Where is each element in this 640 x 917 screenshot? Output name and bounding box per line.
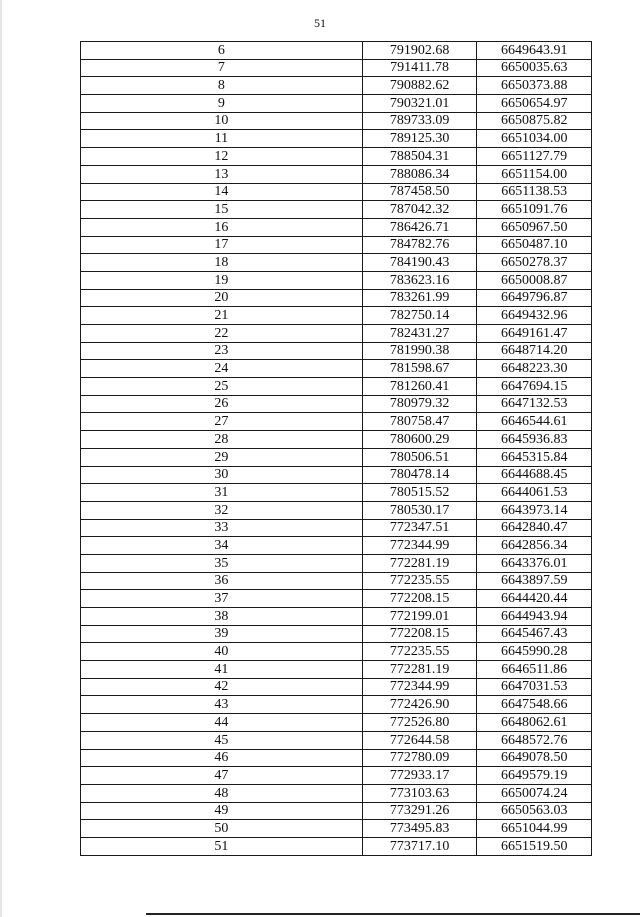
coordinates-table-body <box>81 42 592 856</box>
x-coordinate-cell: 791902.68 <box>362 42 477 60</box>
table-row <box>81 448 592 466</box>
x-coordinate-cell: 781598.67 <box>362 360 477 378</box>
table-row <box>81 289 592 307</box>
x-coordinate-cell: 780530.17 <box>362 501 477 519</box>
table-row <box>81 643 592 661</box>
table-row <box>81 431 592 449</box>
y-coordinate-cell: 6648062.61 <box>477 714 592 732</box>
point-number-cell: 36 <box>81 572 363 590</box>
y-coordinate-cell: 6649579.19 <box>477 767 592 785</box>
table-row <box>81 802 592 820</box>
point-number-cell: 31 <box>81 484 363 502</box>
table-row <box>81 678 592 696</box>
y-coordinate-cell: 6644061.53 <box>477 484 592 502</box>
page-number: 51 <box>314 16 326 30</box>
y-coordinate-cell: 6646511.86 <box>477 661 592 679</box>
table-row <box>81 378 592 396</box>
point-number-cell: 49 <box>81 802 363 820</box>
point-number-cell: 50 <box>81 820 363 838</box>
y-coordinate-cell: 6650654.97 <box>477 95 592 113</box>
table-row <box>81 696 592 714</box>
x-coordinate-cell: 772281.19 <box>362 554 477 572</box>
table-row <box>81 165 592 183</box>
table-row <box>81 218 592 236</box>
table-row <box>81 608 592 626</box>
x-coordinate-cell: 780758.47 <box>362 413 477 431</box>
x-coordinate-cell: 772344.99 <box>362 678 477 696</box>
point-number-cell: 12 <box>81 148 363 166</box>
y-coordinate-cell: 6644943.94 <box>477 608 592 626</box>
y-coordinate-cell: 6648714.20 <box>477 342 592 360</box>
y-coordinate-cell: 6651138.53 <box>477 183 592 201</box>
table-row <box>81 590 592 608</box>
point-number-cell: 10 <box>81 112 363 130</box>
table-row <box>81 95 592 113</box>
point-number-cell: 19 <box>81 271 363 289</box>
point-number-cell: 32 <box>81 501 363 519</box>
table-row <box>81 519 592 537</box>
x-coordinate-cell: 789125.30 <box>362 130 477 148</box>
y-coordinate-cell: 6651091.76 <box>477 201 592 219</box>
y-coordinate-cell: 6642840.47 <box>477 519 592 537</box>
point-number-cell: 26 <box>81 395 363 413</box>
x-coordinate-cell: 780979.32 <box>362 395 477 413</box>
point-number-cell: 17 <box>81 236 363 254</box>
y-coordinate-cell: 6650035.63 <box>477 59 592 77</box>
y-coordinate-cell: 6648572.76 <box>477 731 592 749</box>
point-number-cell: 38 <box>81 608 363 626</box>
y-coordinate-cell: 6644420.44 <box>477 590 592 608</box>
x-coordinate-cell: 781990.38 <box>362 342 477 360</box>
x-coordinate-cell: 772235.55 <box>362 572 477 590</box>
y-coordinate-cell: 6651044.99 <box>477 820 592 838</box>
y-coordinate-cell: 6651519.50 <box>477 837 592 855</box>
point-number-cell: 6 <box>81 42 363 60</box>
point-number-cell: 48 <box>81 784 363 802</box>
point-number-cell: 44 <box>81 714 363 732</box>
table-row <box>81 413 592 431</box>
point-number-cell: 8 <box>81 77 363 95</box>
x-coordinate-cell: 773103.63 <box>362 784 477 802</box>
point-number-cell: 7 <box>81 59 363 77</box>
x-coordinate-cell: 790882.62 <box>362 77 477 95</box>
point-number-cell: 11 <box>81 130 363 148</box>
x-coordinate-cell: 780478.14 <box>362 466 477 484</box>
y-coordinate-cell: 6644688.45 <box>477 466 592 484</box>
y-coordinate-cell: 6651154.00 <box>477 165 592 183</box>
y-coordinate-cell: 6645990.28 <box>477 643 592 661</box>
point-number-cell: 43 <box>81 696 363 714</box>
point-number-cell: 25 <box>81 378 363 396</box>
y-coordinate-cell: 6650074.24 <box>477 784 592 802</box>
point-number-cell: 21 <box>81 307 363 325</box>
x-coordinate-cell: 772933.17 <box>362 767 477 785</box>
x-coordinate-cell: 790321.01 <box>362 95 477 113</box>
point-number-cell: 33 <box>81 519 363 537</box>
table-row <box>81 784 592 802</box>
x-coordinate-cell: 787042.32 <box>362 201 477 219</box>
x-coordinate-cell: 773717.10 <box>362 837 477 855</box>
table-row <box>81 661 592 679</box>
table-row <box>81 342 592 360</box>
x-coordinate-cell: 783261.99 <box>362 289 477 307</box>
x-coordinate-cell: 773495.83 <box>362 820 477 838</box>
table-row <box>81 714 592 732</box>
x-coordinate-cell: 772281.19 <box>362 661 477 679</box>
y-coordinate-cell: 6643376.01 <box>477 554 592 572</box>
table-row <box>81 236 592 254</box>
y-coordinate-cell: 6642856.34 <box>477 537 592 555</box>
y-coordinate-cell: 6647031.53 <box>477 678 592 696</box>
x-coordinate-cell: 772426.90 <box>362 696 477 714</box>
y-coordinate-cell: 6647132.53 <box>477 395 592 413</box>
y-coordinate-cell: 6649078.50 <box>477 749 592 767</box>
y-coordinate-cell: 6649432.96 <box>477 307 592 325</box>
y-coordinate-cell: 6650487.10 <box>477 236 592 254</box>
point-number-cell: 51 <box>81 837 363 855</box>
point-number-cell: 15 <box>81 201 363 219</box>
table-row <box>81 767 592 785</box>
point-number-cell: 41 <box>81 661 363 679</box>
table-row <box>81 183 592 201</box>
table-row <box>81 554 592 572</box>
y-coordinate-cell: 6650563.03 <box>477 802 592 820</box>
table-row <box>81 77 592 95</box>
table-row <box>81 820 592 838</box>
table-row <box>81 112 592 130</box>
table-row <box>81 59 592 77</box>
x-coordinate-cell: 781260.41 <box>362 378 477 396</box>
y-coordinate-cell: 6649796.87 <box>477 289 592 307</box>
x-coordinate-cell: 788086.34 <box>362 165 477 183</box>
point-number-cell: 14 <box>81 183 363 201</box>
x-coordinate-cell: 773291.26 <box>362 802 477 820</box>
point-number-cell: 30 <box>81 466 363 484</box>
x-coordinate-cell: 780515.52 <box>362 484 477 502</box>
table-row <box>81 42 592 60</box>
y-coordinate-cell: 6650373.88 <box>477 77 592 95</box>
point-number-cell: 28 <box>81 431 363 449</box>
y-coordinate-cell: 6649643.91 <box>477 42 592 60</box>
x-coordinate-cell: 789733.09 <box>362 112 477 130</box>
x-coordinate-cell: 780506.51 <box>362 448 477 466</box>
point-number-cell: 13 <box>81 165 363 183</box>
point-number-cell: 39 <box>81 625 363 643</box>
y-coordinate-cell: 6643897.59 <box>477 572 592 590</box>
y-coordinate-cell: 6650278.37 <box>477 254 592 272</box>
y-coordinate-cell: 6645315.84 <box>477 448 592 466</box>
x-coordinate-cell: 780600.29 <box>362 431 477 449</box>
point-number-cell: 46 <box>81 749 363 767</box>
point-number-cell: 37 <box>81 590 363 608</box>
y-coordinate-cell: 6647694.15 <box>477 378 592 396</box>
x-coordinate-cell: 772235.55 <box>362 643 477 661</box>
table-row <box>81 837 592 855</box>
point-number-cell: 18 <box>81 254 363 272</box>
y-coordinate-cell: 6650967.50 <box>477 218 592 236</box>
x-coordinate-cell: 788504.31 <box>362 148 477 166</box>
table-row <box>81 572 592 590</box>
x-coordinate-cell: 782431.27 <box>362 325 477 343</box>
x-coordinate-cell: 772208.15 <box>362 625 477 643</box>
table-row <box>81 731 592 749</box>
y-coordinate-cell: 6645467.43 <box>477 625 592 643</box>
table-row <box>81 325 592 343</box>
point-number-cell: 20 <box>81 289 363 307</box>
x-coordinate-cell: 772526.80 <box>362 714 477 732</box>
y-coordinate-cell: 6650875.82 <box>477 112 592 130</box>
point-number-cell: 9 <box>81 95 363 113</box>
y-coordinate-cell: 6643973.14 <box>477 501 592 519</box>
x-coordinate-cell: 772780.09 <box>362 749 477 767</box>
x-coordinate-cell: 784190.43 <box>362 254 477 272</box>
point-number-cell: 34 <box>81 537 363 555</box>
point-number-cell: 22 <box>81 325 363 343</box>
table-row <box>81 625 592 643</box>
table-row <box>81 148 592 166</box>
point-number-cell: 40 <box>81 643 363 661</box>
page-bottom-rule <box>146 913 640 915</box>
x-coordinate-cell: 772644.58 <box>362 731 477 749</box>
x-coordinate-cell: 786426.71 <box>362 218 477 236</box>
table-row <box>81 271 592 289</box>
table-row <box>81 501 592 519</box>
point-number-cell: 24 <box>81 360 363 378</box>
point-number-cell: 35 <box>81 554 363 572</box>
x-coordinate-cell: 772344.99 <box>362 537 477 555</box>
point-number-cell: 16 <box>81 218 363 236</box>
page-edge-shadow <box>0 0 2 917</box>
y-coordinate-cell: 6650008.87 <box>477 271 592 289</box>
point-number-cell: 42 <box>81 678 363 696</box>
y-coordinate-cell: 6651127.79 <box>477 148 592 166</box>
point-number-cell: 27 <box>81 413 363 431</box>
table-row <box>81 254 592 272</box>
table-row <box>81 395 592 413</box>
y-coordinate-cell: 6648223.30 <box>477 360 592 378</box>
coordinates-table <box>80 41 592 856</box>
table-row <box>81 749 592 767</box>
table-row <box>81 201 592 219</box>
x-coordinate-cell: 783623.16 <box>362 271 477 289</box>
point-number-cell: 29 <box>81 448 363 466</box>
y-coordinate-cell: 6646544.61 <box>477 413 592 431</box>
table-row <box>81 130 592 148</box>
x-coordinate-cell: 784782.76 <box>362 236 477 254</box>
y-coordinate-cell: 6649161.47 <box>477 325 592 343</box>
table-row <box>81 484 592 502</box>
y-coordinate-cell: 6647548.66 <box>477 696 592 714</box>
y-coordinate-cell: 6645936.83 <box>477 431 592 449</box>
point-number-cell: 23 <box>81 342 363 360</box>
table-row <box>81 537 592 555</box>
table-row <box>81 360 592 378</box>
x-coordinate-cell: 772199.01 <box>362 608 477 626</box>
y-coordinate-cell: 6651034.00 <box>477 130 592 148</box>
x-coordinate-cell: 787458.50 <box>362 183 477 201</box>
x-coordinate-cell: 782750.14 <box>362 307 477 325</box>
table-row <box>81 466 592 484</box>
table-row <box>81 307 592 325</box>
x-coordinate-cell: 791411.78 <box>362 59 477 77</box>
x-coordinate-cell: 772347.51 <box>362 519 477 537</box>
point-number-cell: 47 <box>81 767 363 785</box>
x-coordinate-cell: 772208.15 <box>362 590 477 608</box>
point-number-cell: 45 <box>81 731 363 749</box>
